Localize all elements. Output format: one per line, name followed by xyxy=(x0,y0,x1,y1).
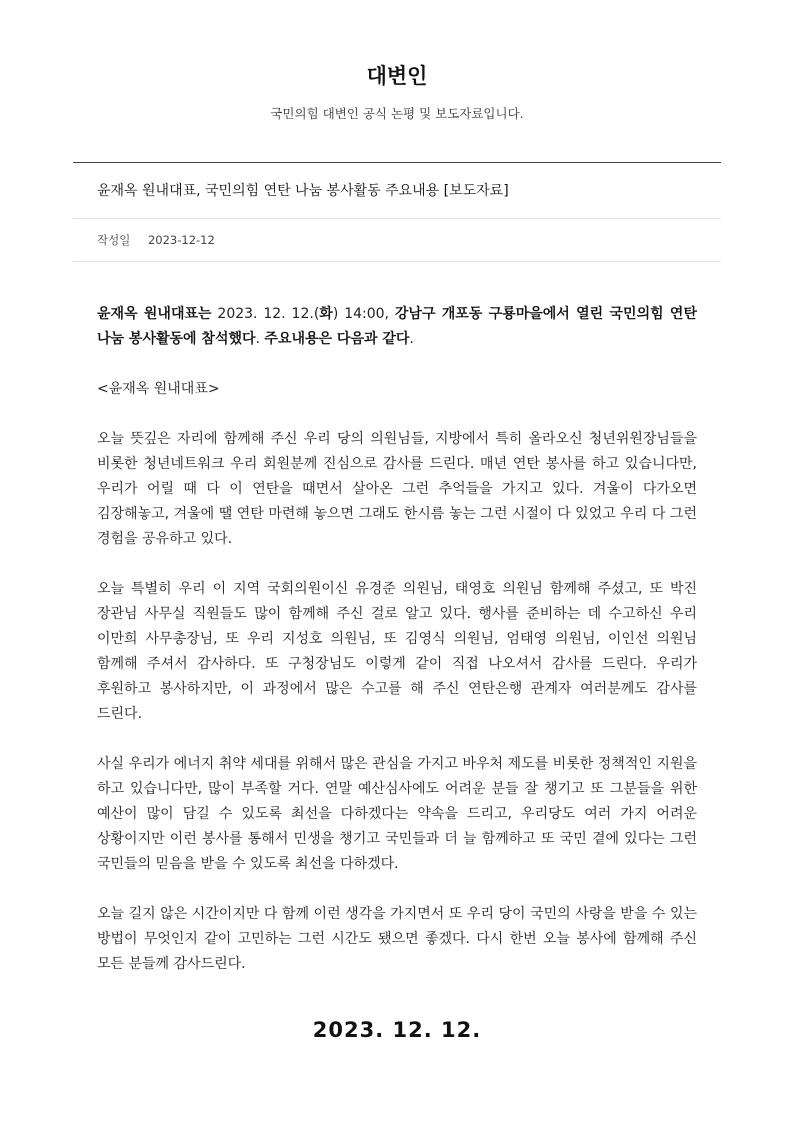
article-meta xyxy=(73,219,721,262)
intro-plain-1: 2023. 12. 12.( xyxy=(211,306,320,322)
article-body xyxy=(97,302,697,1002)
intro-plain-3: . xyxy=(255,331,265,347)
meta-label: 작성일 xyxy=(97,233,131,247)
intro-bold-day: 화 xyxy=(319,306,333,322)
intro-paragraph xyxy=(97,302,697,352)
body-paragraph: 오늘 특별히 우리 이 지역 국회의원이신 유경준 의원님, 태영호 의원님 함께해 주셨고, 또 박진 장관님 사무실 직원들도 많이 함께해 주신 걸로 알고 있다. 행사를 준비하는 데 수고하신 우리 이만희 사무총장님, 또 우리 지성호 의원님, 또 김영식 의원님, 엄태영 의원님, 이인선 의원님 함께해 주셔서 감사하다. 또 구청장님도 이렇게 같이 직접 나오셔서 감사를 드린다. 우리가 후원하고 봉사하지만, 이 과정에서 많은 수고를 해 주신 연탄은행 관계자 여러분께도 감사를 드린다. xyxy=(97,581,697,722)
speaker-heading: <윤재옥 원내대표> xyxy=(97,381,220,397)
body-paragraph: 오늘 길지 않은 시간이지만 다 함께 이런 생각을 가지면서 또 우리 당이 국민의 사랑을 받을 수 있는 방법이 무엇인지 같이 고민하는 그런 시간도 됐으면 좋겠다. 다시 한번 오늘 봉사에 함께해 주신 모든 분들께 감사드린다. xyxy=(97,906,697,972)
site-subtitle: 국민의힘 대변인 공식 논평 및 보도자료입니다. xyxy=(270,106,524,121)
footer-date: 2023. 12. 12. xyxy=(312,1018,482,1042)
intro-bold-1: 윤재옥 원내대표는 xyxy=(97,306,212,322)
article-header xyxy=(73,162,721,262)
article-title: 윤재옥 원내대표, 국민의힘 연탄 나눔 봉사활동 주요내용 [보도자료] xyxy=(73,163,721,219)
page-header xyxy=(0,0,794,123)
intro-plain-4: . xyxy=(409,331,414,347)
site-title: 대변인 xyxy=(366,64,428,88)
body-paragraph: 오늘 뜻깊은 자리에 함께해 주신 우리 당의 의원님들, 지방에서 특히 올라오신 청년위원장님들을 비롯한 청년네트워크 우리 회원분께 진심으로 감사를 드린다. 매년 연탄 봉사를 하고 있습니다만, 우리가 어릴 때 다 이 연탄을 때면서 살아온 그런 추억들을 가지고 있다. 겨울이 다가오면 김장해놓고, 겨울에 땔 연탄 마련해 놓으면 그래도 한시름 놓는 그런 시절이 다 있었고 우리 다 그런 경험을 공유하고 있다. xyxy=(97,431,698,547)
intro-plain-2: ) 14:00, xyxy=(332,306,395,322)
intro-bold-2: 강남구 개포동 구룡마을에서 열린 국민의힘 연탄 나눔 봉사활동에 참석했다 xyxy=(97,306,697,347)
intro-bold-3: 주요내용은 다음과 같다 xyxy=(264,331,410,347)
body-paragraph: 사실 우리가 에너지 취약 세대를 위해서 많은 관심을 가지고 바우처 제도를 비롯한 정책적인 지원을 하고 있습니다만, 많이 부족할 거다. 연말 예산심사에도 어려운 분들 잘 챙기고 또 그분들을 위한 예산이 많이 담길 수 있도록 최선을 다하겠다는 약속을 드리고, 우리당도 여러 가지 어려운 상황이지만 이런 봉사를 통해서 민생을 챙기고 국민들과 더 늘 함께하고 또 국민 곁에 있다는 그런 국민들의 믿음을 받을 수 있도록 최선을 다하겠다. xyxy=(97,756,697,872)
meta-date: 2023-12-12 xyxy=(147,233,215,247)
